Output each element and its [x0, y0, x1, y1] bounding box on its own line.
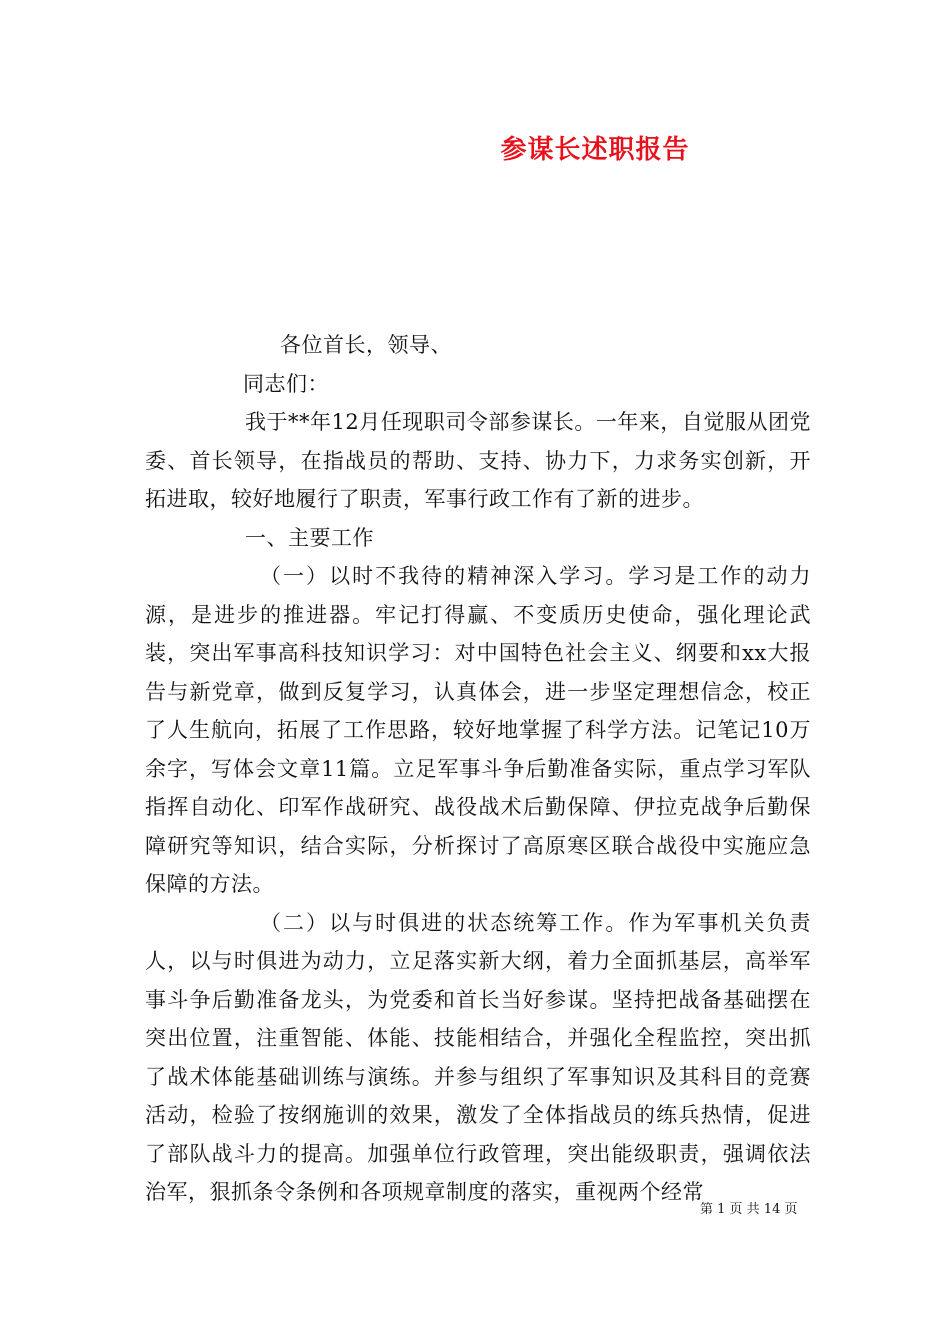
page-number-footer: 第 1 页 共 14 页	[700, 1202, 798, 1217]
paragraph-intro: 我于**年12月任现职司令部参谋长。一年来，自觉服从团党委、首长领导，在指战员的帮助、支持、协力下，力求务实创新，开拓进取，较好地履行了职责，军事行政工作有了新的进步。	[145, 410, 811, 511]
document-title: 参谋长述职报告	[500, 135, 690, 165]
salutation-line-1: 各位首长，领导、	[280, 333, 452, 357]
section-heading: 一、主要工作	[245, 525, 374, 550]
salutation-line-2: 同志们：	[243, 371, 329, 396]
paragraph-section-1: （一）以时不我待的精神深入学习。学习是工作的动力源，是进步的推进器。牢记打得赢、不变质历史使命，强化理论武装，突出军事高科技知识学习：对中国特色社会主义、纲要和xx大报告与新党章，做到反复学习，认真体会，进一步坚定理想信念，校正了人生航向，拓展了工作思路，较好地掌握了科学方法。记笔记10万余字，写体会文章11篇。立足军事斗争后勤准备实际，重点学习军队指挥自动化、印军作战研究、战役战术后勤保障、伊拉克战争后勤保障研究等知识，结合实际，分析探讨了高原寒区联合战役中实施应急保障的方法。	[145, 564, 811, 896]
document-body	[145, 326, 811, 1212]
paragraph-section-2: （二）以与时俱进的状态统筹工作。作为军事机关负责人，以与时俱进为动力，立足落实新大纲，着力全面抓基层，高举军事斗争后勤准备龙头，为党委和首长当好参谋。坚持把战备基础摆在突出位置，注重智能、体能、技能相结合，并强化全程监控，突出抓了战术体能基础训练与演练。并参与组织了军事知识及其科目的竞赛活动，检验了按纲施训的效果，激发了全体指战员的练兵热情，促进了部队战斗力的提高。加强单位行政管理，突出能级职责，强调依法治军，狠抓条令条例和各项规章制度的落实，重视两个经常	[145, 910, 811, 1204]
